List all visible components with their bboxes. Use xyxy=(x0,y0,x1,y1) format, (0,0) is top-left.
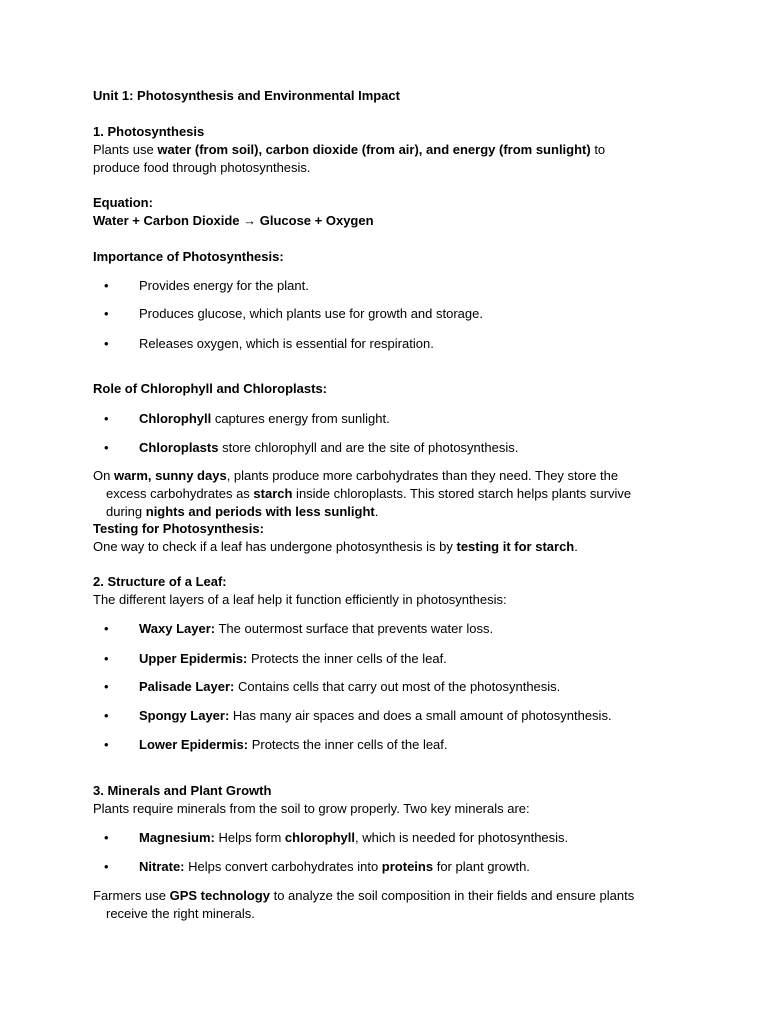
bullet-icon: • xyxy=(104,621,109,636)
equation: Water + Carbon Dioxide → Glucose + Oxygen xyxy=(93,213,374,228)
starch-storage-paragraph: On warm, sunny days, plants produce more carbohydrates than they need. They store the excess carbohydrates as starch inside chloroplasts. This stored starch helps plants survive during nights and periods with less sunlight. xyxy=(93,468,632,519)
bullet-icon: • xyxy=(104,440,109,455)
role-heading: Role of Chlorophyll and Chloroplasts: xyxy=(93,381,327,396)
minerals-intro: Plants require minerals from the soil to grow properly. Two key minerals are: xyxy=(93,801,530,816)
document-page: Unit 1: Photosynthesis and Environmental Impact 1. Photosynthesis Plants use water (from soil), carbon dioxide (from air), and energy (from sunlight) to produce food through photosynthesis. Equation: Water + Carbon Dioxide → Glucose + Oxygen Importance of Photosynthesis: • Provides energy for the plant. • Produces glucose, which plants use for growth and storage. • Releases oxygen, which is essential for respiration. Role of Chlorophyll and Chloroplasts: • Chlorophyll captures energy from sunlight. • Chloroplasts store chlorophyll and are the site of photosynthesis. On warm, sunny days, plants produce more carbohydrates than they need. They store the excess carbohydrates as starch inside chloroplasts. This stored starch helps plants survive during nights and periods with less sunlight. Testing for Photosynthesis: One way to check if a leaf has undergone photosynthesis is by testing it for starch. 2. Structure of a Leaf: The different layers of a leaf help it function efficiently in photosynthesis: • Waxy Layer: The outermost surface that prevents water loss. • Upper Epidermis: Protects the inner cells of the leaf. • Palisade Layer: Contains cells that carry out most of the photosynthesis. • Spongy Layer: Has many air spaces and does a small amount of photosynthesis. • Lower Epidermis: Protects the inner cells of the leaf. 3. Minerals and Plant Growth Plants require minerals from the soil to grow properly. Two key minerals are: • Magnesium: Helps form chlorophyll, which is needed for photosynthesis. • Nitrate: Helps convert carbohydrates into proteins for plant growth. Farmers use GPS technology to analyze the soil composition in their fields and ensure plants receive the right minerals. xyxy=(0,0,768,1024)
importance-heading: Importance of Photosynthesis: xyxy=(93,249,284,264)
farmers-gps-paragraph: Farmers use GPS technology to analyze the soil composition in their fields and ensure plants receive the right minerals. xyxy=(93,888,635,921)
photosynthesis-intro-line1: Plants use water (from soil), carbon dioxide (from air), and energy (from sunlight) to xyxy=(93,142,606,157)
leaf-structure-intro: The different layers of a leaf help it function efficiently in photosynthesis: xyxy=(93,592,507,607)
bullet-icon: • xyxy=(104,411,109,426)
section-3-heading: 3. Minerals and Plant Growth xyxy=(93,783,272,798)
photosynthesis-intro-line2: produce food through photosynthesis. xyxy=(93,160,311,175)
testing-heading: Testing for Photosynthesis: xyxy=(93,521,264,536)
bullet-icon: • xyxy=(104,708,109,723)
document-title: Unit 1: Photosynthesis and Environmental Impact xyxy=(93,88,400,103)
equation-label: Equation: xyxy=(93,195,153,210)
testing-paragraph: One way to check if a leaf has undergone photosynthesis is by testing it for starch. xyxy=(93,539,578,554)
bullet-icon: • xyxy=(104,306,109,321)
bullet-icon: • xyxy=(104,278,109,293)
bullet-icon: • xyxy=(104,679,109,694)
bullet-icon: • xyxy=(104,830,109,845)
bullet-icon: • xyxy=(104,651,109,666)
section-2-heading: 2. Structure of a Leaf: xyxy=(93,574,227,589)
bullet-icon: • xyxy=(104,336,109,351)
bullet-icon: • xyxy=(104,737,109,752)
bullet-icon: • xyxy=(104,859,109,874)
section-1-heading: 1. Photosynthesis xyxy=(93,124,205,139)
